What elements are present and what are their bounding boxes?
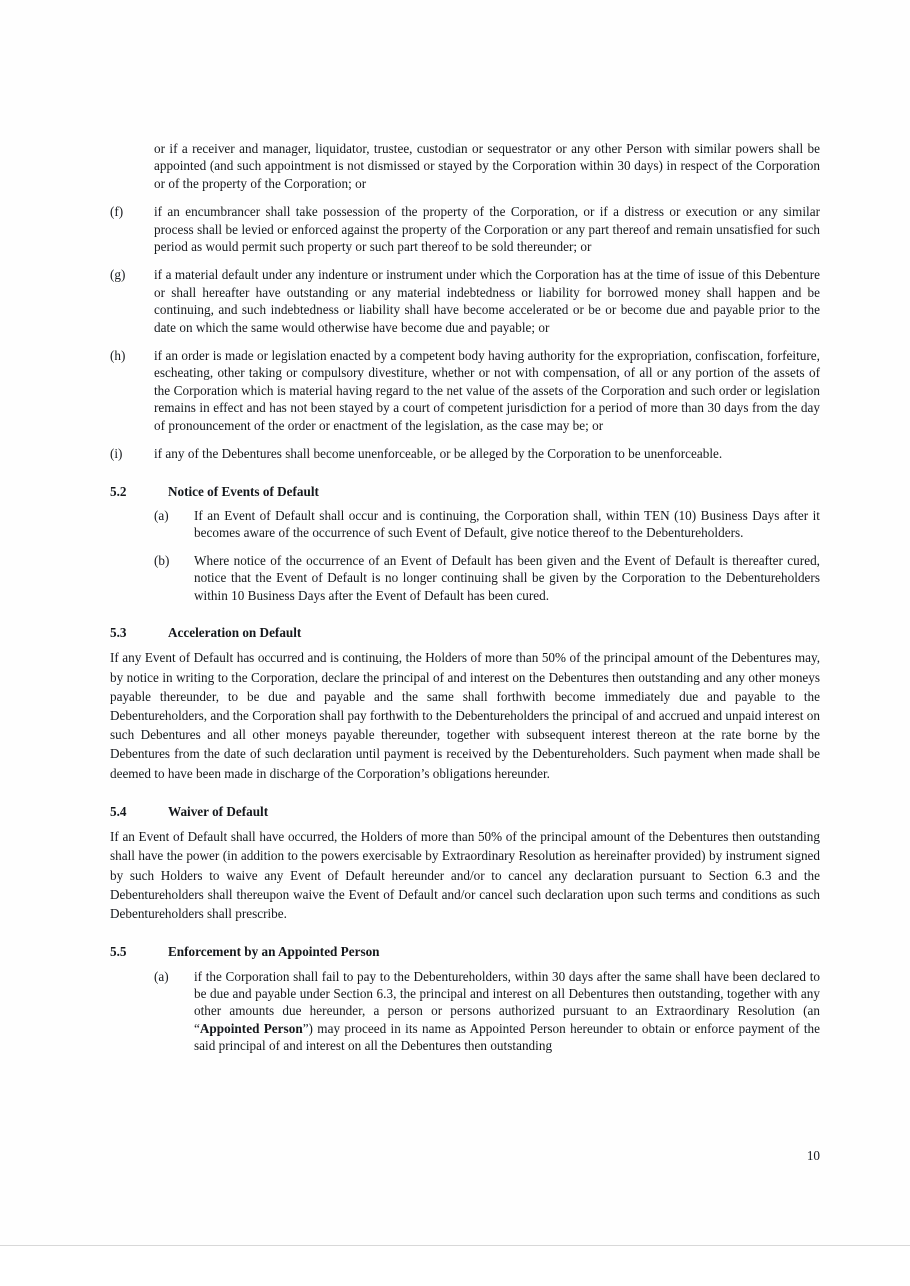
list-marker: (a) bbox=[154, 968, 169, 984]
list-item bbox=[110, 266, 820, 336]
list-item bbox=[154, 552, 820, 604]
list-item-text bbox=[194, 968, 820, 1055]
section-title: Waiver of Default bbox=[168, 803, 269, 819]
list-item-text: Where notice of the occurrence of an Event of Default has been given and the Event of Default is thereafter cured, notice that the Event of Default is no longer continuing shall be given by the Corporation to the Debentureholders within 10 Business Days after the Event of Default has been cured. bbox=[194, 552, 820, 603]
section-5-2-items bbox=[154, 507, 820, 604]
defined-term-appointed-person: Appointed Person bbox=[199, 1020, 303, 1036]
list-item bbox=[154, 968, 820, 1055]
list-item-text-after: ”) may proceed in its name as Appointed Person hereunder to obtain or enforce payment of the said principal of and interest on all the Debentures then outstanding bbox=[194, 1020, 820, 1054]
continued-paragraph bbox=[110, 140, 820, 192]
section-5-5-items bbox=[154, 968, 820, 1055]
list-marker: (g) bbox=[110, 267, 126, 283]
section-5-4-body: If an Event of Default shall have occurred, the Holders of more than 50% of the principal amount of the Debentures then outstanding shall have the power (in addition to the powers exercisable by Extraordinary Resolution as hereinafter provided) by instrument signed by such Holders to waive any Event of Default hereunder and/or to cancel any declaration pursuant to Section 6.3 and the Debentureholders shall thereupon waive the Event of Default and/or cancel such declaration upon such terms and conditions as such Debentureholders shall prescribe. bbox=[110, 829, 820, 921]
page-content bbox=[110, 140, 820, 1065]
list-item-text: if a material default under any indenture or instrument under which the Corporation has at the time of issue of this Debenture or shall hereafter have outstanding or any material indebtedness or liability for borrowed money shall happen and be continuing, and such indebtedness or liability shall have become accelerated or be or become due and payable prior to the date on which the same would otherwise have become due and payable; or bbox=[154, 267, 820, 335]
list-item-text-before: if the Corporation shall fail to pay to the Debentureholders, within 30 days after the same shall have been declared to be due and payable under Section 6.3, the principal and interest on all Debentures then outstanding, together with any other amounts due hereunder, a person or persons authorized pursuant to an Extraordinary Resolution (an “ bbox=[194, 968, 820, 1036]
section-heading-5-2 bbox=[110, 483, 820, 500]
section-number: 5.5 bbox=[110, 944, 127, 960]
section-title: Enforcement by an Appointed Person bbox=[168, 944, 380, 960]
list-marker: (b) bbox=[154, 552, 170, 568]
list-item-text: If an Event of Default shall occur and is continuing, the Corporation shall, within TEN (10) Business Days after it becomes aware of the occurrence of such Event of Default, give notice thereof to the Debentureholders. bbox=[194, 507, 820, 541]
section-5-3-body: If any Event of Default has occurred and is continuing, the Holders of more than 50% of the principal amount of the Debentures may, by notice in writing to the Corporation, declare the principal of and interest on the Debentures then outstanding and any other moneys payable thereunder, to be due and payable and the same shall forthwith become immediately due and payable to the Debentureholders, and the Corporation shall pay forthwith to the Debentureholders the principal of and accrued and unpaid interest on such Debentures and all other moneys payable thereunder, together with subsequent interest thereon at the rate borne by the Debentures from the date of such declaration until payment is received by the Debentureholders. Such payment when made shall be deemed to have been made in discharge of the Corporation’s obligations hereunder. bbox=[110, 650, 820, 781]
section-heading-5-4 bbox=[110, 803, 820, 820]
section-title: Notice of Events of Default bbox=[168, 483, 319, 499]
list-item-text: if an encumbrancer shall take possession of the property of the Corporation, or if a distress or execution or any similar process shall be levied or enforced against the property of the Corporation or any part thereof and remain unsatisfied for such period as would permit such property or such part thereof to be sold thereunder; or bbox=[154, 204, 820, 255]
list-item bbox=[110, 347, 820, 434]
list-marker: (h) bbox=[110, 348, 126, 364]
section-number: 5.3 bbox=[110, 624, 127, 640]
list-marker: (f) bbox=[110, 204, 124, 220]
list-item bbox=[110, 203, 820, 255]
continued-paragraph-text: or if a receiver and manager, liquidator, trustee, custodian or sequestrator or any other Person with similar powers shall be appointed (and such appointment is not dismissed or stayed by the Corporation within 30 days) in respect of the Corporation or of the property of the Corporation; or bbox=[154, 141, 820, 191]
section-number: 5.4 bbox=[110, 803, 127, 819]
list-item bbox=[110, 445, 820, 462]
list-item-text: if an order is made or legislation enacted by a competent body having authority for the expropriation, confiscation, forfeiture, escheating, other taking or compulsory divestiture, whether or not with compensation, of all or any portion of the assets of the Corporation which is material having regard to the net value of the assets of the Corporation and such order or legislation remains in effect and has not been stayed by a court of competent jurisdiction for a period of more than 30 days from the day of pronouncement of the order or enactment of the legislation, as the case may be; or bbox=[154, 348, 820, 433]
section-heading-5-5 bbox=[110, 943, 820, 960]
list-marker: (i) bbox=[110, 446, 123, 462]
section-number: 5.2 bbox=[110, 483, 127, 499]
section-title: Acceleration on Default bbox=[168, 624, 302, 640]
list-item-text: if any of the Debentures shall become unenforceable, or be alleged by the Corporation to be unenforceable. bbox=[154, 446, 723, 462]
list-item bbox=[154, 507, 820, 542]
page-number: 10 bbox=[806, 1148, 820, 1163]
list-marker: (a) bbox=[154, 507, 169, 523]
section-heading-5-3 bbox=[110, 624, 820, 641]
